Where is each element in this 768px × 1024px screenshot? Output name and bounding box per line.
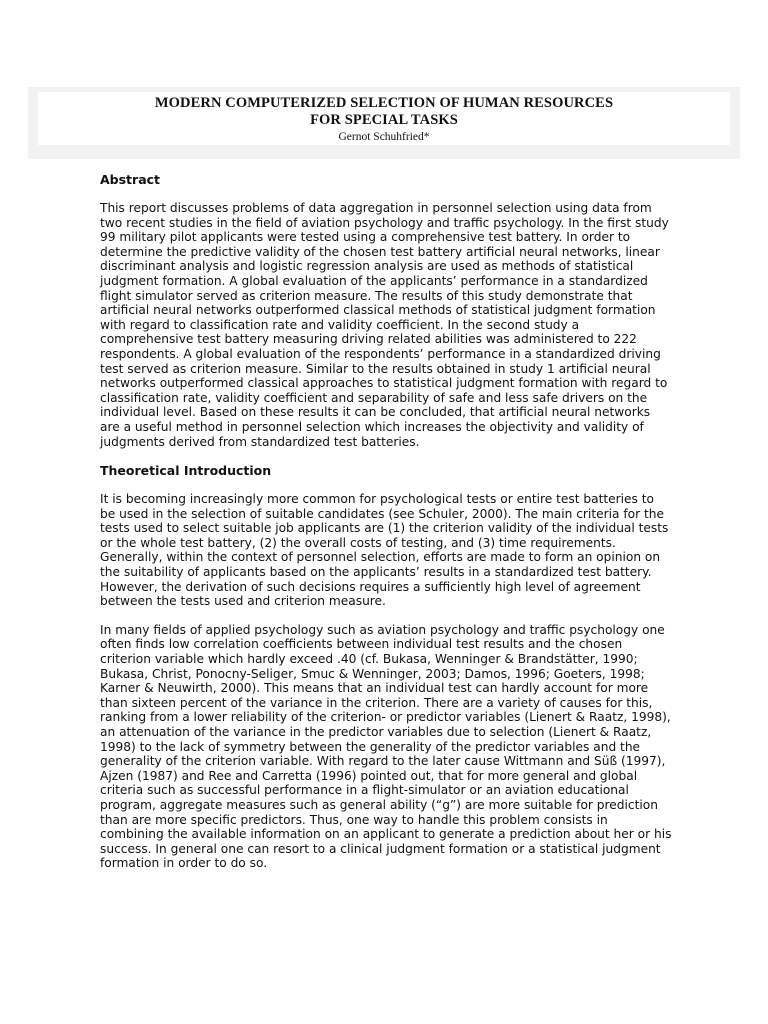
- paper-body: [100, 172, 672, 871]
- introduction-paragraph-2: In many fields of applied psychology such as aviation psychology and traffic psychology one often finds low correlation coefficients between individual test results and the chosen criterion variable which hardly exceed .40 (cf. Bukasa, Wenninger & Brandstätter, 1990; Bukasa, Christ, Ponocny-Seliger, Smuc & Wenninger, 2003; Damos, 1996; Goeters, 1998; Karner & Neuwirth, 2000). This means that an individual test can hardly account for more than sixteen percent of the variance in the criterion. There are a variety of causes for this, ranking from a lower reliability of the criterion- or predictor variables (Lienert & Raatz, 1998), an attenuation of the variance in the predictor variables due to selection (Lienert & Raatz, 1998) to the lack of symmetry between the generality of the predictor variables and the generality of the criterion variable. With regard to the later cause Wittmann and Süß (1997), Ajzen (1987) and Ree and Carretta (1996) pointed out, that for more general and global criteria such as successful performance in a flight-simulator or an aviation educational program, aggregate measures such as general ability (“g”) are more suitable for prediction than are more specific predictors. Thus, one way to handle this problem consists in combining the available information on an applicant to generate a prediction about her or his success. In general one can resort to a clinical judgment formation or a statistical judgment formation in order to do so.: [100, 622, 672, 871]
- paper-title-line-1: MODERN COMPUTERIZED SELECTION OF HUMAN RESOURCES: [154, 95, 614, 111]
- introduction-paragraph-1: It is becoming increasingly more common for psychological tests or entire test batteries to be used in the selection of suitable candidates (see Schuler, 2000). The main criteria for the tests used to select suitable job applicants are (1) the criterion validity of the individual tests or the whole test battery, (2) the overall costs of testing, and (3) time requirements. Generally, within the context of personnel selection, efforts are made to form an opinion on the suitability of applicants based on the applicants’ results in a standardized test battery. However, the derivation of such decisions requires a sufficiently high level of agreement between the tests used and criterion measure.: [100, 492, 669, 609]
- abstract-heading: Abstract: [100, 172, 161, 187]
- title-box: [38, 92, 730, 145]
- introduction-heading: Theoretical Introduction: [100, 463, 272, 479]
- paper-title-line-2: FOR SPECIAL TASKS: [310, 112, 458, 128]
- author-name: Gernot Schuhfried*: [338, 131, 430, 143]
- abstract-text: This report discusses problems of data aggregation in personnel selection using data from two recent studies in the field of aviation psychology and traffic psychology. In the first study 99 military pilot applicants were tested using a comprehensive test battery. In order to determine the predictive validity of the chosen test battery artificial neural networks, linear discriminant analysis and logistic regression analysis are used as methods of statistical judgment formation. A global evaluation of the applicants’ performance in a standardized flight simulator served as criterion measure. The results of this study demonstrate that artificial neural networks outperformed classical methods of statistical judgment formation with regard to classification rate and validity coefficient. In the second study a comprehensive test battery measuring driving related abilities was administered to 222 respondents. A global evaluation of the respondents’ performance in a standardized driving test served as criterion measure. Similar to the results obtained in study 1 artificial neural networks outperformed classical approaches to statistical judgment formation with regard to classification rate, validity coefficient and separability of safe and less safe drivers on the individual level. Based on these results it can be concluded, that artificial neural networks are a useful method in personnel selection which increases the objectivity and validity of judgments derived from standardized test batteries.: [100, 201, 669, 449]
